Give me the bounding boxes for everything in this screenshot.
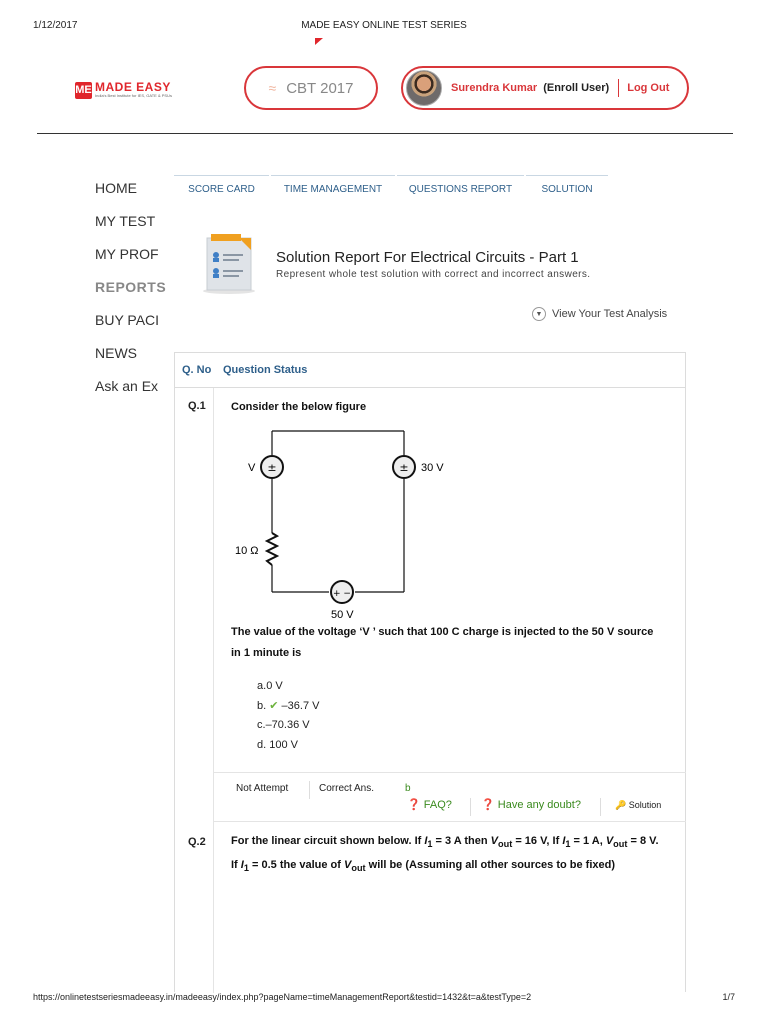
- question-table: [174, 352, 686, 992]
- report-tabs: [174, 175, 610, 203]
- report-title-subject: Electrical Circuits - Part 1: [410, 249, 579, 266]
- print-page-number: 1/7: [722, 992, 735, 1002]
- label-30v: 30 V: [421, 462, 444, 474]
- q2-number: Q.2: [188, 836, 206, 848]
- option-a: a.0 V: [257, 680, 283, 692]
- question-icon: ❓: [407, 799, 421, 811]
- tab-time-management[interactable]: TIME MANAGEMENT: [271, 175, 395, 203]
- column-divider: [213, 388, 214, 993]
- chevron-down-icon: ▼: [532, 307, 546, 321]
- q1-footer: [214, 772, 686, 822]
- logo-mark-icon: ME: [75, 82, 92, 99]
- cbt-button[interactable]: [244, 66, 378, 110]
- correct-ans-value: b: [405, 783, 411, 794]
- nav-ask-expert[interactable]: Ask an Ex: [95, 378, 159, 394]
- q2-text-line2: If $I_1 = 0.5$ the value of $V_{out}$ will be (Assuming all other sources to be fixed): [231, 859, 615, 874]
- svg-text:+ −: + −: [333, 589, 351, 599]
- user-name[interactable]: Surendra Kumar: [451, 82, 538, 94]
- option-c: c.–70.36 V: [257, 719, 310, 731]
- report-title: [276, 249, 579, 266]
- q1-circuit-figure: [230, 425, 444, 621]
- q1-options: [257, 677, 319, 755]
- q1-text-line1: The value of the voltage ‘V ’ such that 100 C charge is injected to the 50 V source: [231, 626, 654, 638]
- user-role: (Enroll User): [543, 82, 610, 94]
- solution-link[interactable]: 🔑 Solution: [615, 800, 662, 810]
- nav-buy-package[interactable]: BUY PACI: [95, 312, 160, 328]
- report-subtitle: Represent whole test solution with correct and incorrect answers.: [276, 269, 591, 280]
- correct-ans-label: Correct Ans.: [319, 783, 375, 794]
- logo-tagline: India's Best Institute for IES, GATE & PSUs: [95, 93, 172, 98]
- report-document-icon: [201, 234, 257, 294]
- key-icon: 🔑: [615, 800, 627, 810]
- nav-home[interactable]: HOME: [95, 180, 137, 196]
- divider: [470, 798, 471, 816]
- analysis-link-label: View Your Test Analysis: [552, 308, 668, 320]
- tab-score-card[interactable]: SCORE CARD: [174, 175, 269, 203]
- q1-intro: Consider the below figure: [231, 401, 367, 413]
- q1-status: Not Attempt: [236, 783, 289, 794]
- label-50v: 50 V: [331, 609, 354, 621]
- label-v: V: [248, 462, 256, 474]
- faq-link[interactable]: ❓ FAQ?: [407, 799, 452, 811]
- made-easy-logo[interactable]: [75, 78, 195, 102]
- option-b: b. ✔ –36.7 V: [257, 699, 320, 712]
- print-header: [0, 0, 768, 30]
- question-icon: ❓: [481, 799, 495, 811]
- report-title-prefix: Solution Report For: [276, 249, 407, 266]
- q1-text-line2: in 1 minute is: [231, 647, 302, 659]
- cbt-label: CBT 2017: [286, 79, 354, 97]
- tab-questions-report[interactable]: QUESTIONS REPORT: [397, 175, 524, 203]
- label-10-ohm: 10 Ω: [235, 545, 259, 557]
- right-source-icon: [393, 456, 415, 478]
- svg-text:±: ±: [399, 461, 409, 474]
- q1-number: Q.1: [188, 400, 206, 412]
- left-nav: [95, 180, 170, 411]
- logout-link[interactable]: Log Out: [627, 82, 670, 94]
- print-title: MADE EASY ONLINE TEST SERIES: [301, 20, 467, 31]
- print-url: https://onlinetestseriesmadeeasy.in/madeeasy/index.php?pageName=timeManagementReport&testid=1432&t=a&testType=2: [33, 992, 532, 1002]
- table-header: [175, 353, 685, 388]
- tab-solution[interactable]: SOLUTION: [526, 175, 608, 203]
- nav-news[interactable]: NEWS: [95, 345, 137, 361]
- bottom-source-icon: [331, 581, 353, 603]
- cbt-icon: ≈: [268, 80, 277, 96]
- divider: [618, 79, 619, 97]
- left-source-icon: [261, 456, 283, 478]
- nav-my-profile[interactable]: MY PROF: [95, 246, 159, 262]
- view-test-analysis-link[interactable]: [532, 307, 667, 321]
- logo-name: MADE EASY: [95, 80, 171, 94]
- avatar[interactable]: [406, 70, 442, 106]
- check-icon: ✔: [269, 699, 279, 712]
- divider: [309, 781, 310, 799]
- option-d: d. 100 V: [257, 738, 298, 751]
- col-qno-header: Q. No: [182, 364, 212, 376]
- svg-text:±: ±: [267, 461, 277, 474]
- flag-marker: [315, 38, 323, 45]
- col-status-header: Question Status: [223, 364, 308, 376]
- divider: [600, 798, 601, 816]
- have-doubt-link[interactable]: ❓ Have any doubt?: [481, 799, 581, 811]
- header-divider: [37, 133, 733, 134]
- nav-reports[interactable]: REPORTS: [95, 279, 167, 295]
- print-date: 1/12/2017: [33, 20, 78, 31]
- user-panel: [401, 66, 689, 110]
- q2-text-line1: For the linear circuit shown below. If $I_1 = 3$ A then $V_{out} = 16$ V, If $I_1 = 1$ A, $V_{out} = 8$ V.: [231, 835, 659, 850]
- nav-my-test[interactable]: MY TEST: [95, 213, 156, 229]
